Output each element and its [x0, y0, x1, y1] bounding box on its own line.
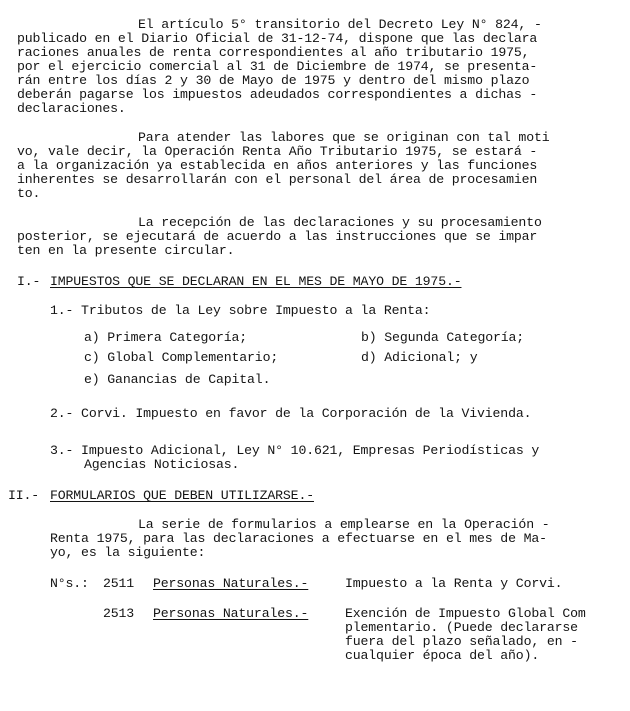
sub-item: c) Global Complementario;: [84, 350, 279, 365]
text-line: to.: [17, 186, 41, 201]
text-line: posterior, se ejecutará de acuerdo a las instrucciones que se impar: [17, 229, 538, 244]
form-number: 2513: [103, 606, 135, 621]
text-line: por el ejercicio comercial al 31 de Diciembre de 1974, se presenta-: [17, 59, 538, 74]
text-line: ten en la presente circular.: [17, 243, 235, 258]
text-line: deberán pagarse los impuestos adeudados correspondientes a dichas -: [17, 87, 538, 102]
list-item: 3.- Impuesto Adicional, Ley N° 10.621, Empresas Periodísticas y: [50, 443, 540, 458]
form-number: 2511: [103, 576, 135, 591]
form-description: plementario. (Puede declararse: [345, 620, 578, 635]
forms-prefix: N°s.:: [50, 576, 89, 591]
section-title: FORMULARIOS QUE DEBEN UTILIZARSE.-: [50, 488, 314, 503]
list-item: Agencias Noticiosas.: [84, 457, 240, 472]
section-number: I.-: [17, 274, 41, 289]
text-line: yo, es la siguiente:: [50, 545, 206, 560]
list-item: 2.- Corvi. Impuesto en favor de la Corporación de la Vivienda.: [50, 406, 532, 421]
section-number: II.-: [8, 488, 40, 503]
list-item: 1.- Tributos de la Ley sobre Impuesto a la Renta:: [50, 303, 431, 318]
text-line: vo, vale decir, la Operación Renta Año Tributario 1975, se estará -: [17, 144, 538, 159]
text-line: La serie de formularios a emplearse en la Operación -: [138, 517, 550, 532]
section-title: IMPUESTOS QUE SE DECLARAN EN EL MES DE MAYO DE 1975.-: [50, 274, 462, 289]
form-description: fuera del plazo señalado, en -: [345, 634, 578, 649]
text-line: Para atender las labores que se originan con tal moti: [138, 130, 550, 145]
text-line: declaraciones.: [17, 101, 126, 116]
form-name: Personas Naturales.-: [153, 606, 309, 621]
text-line: La recepción de las declaraciones y su procesamiento: [138, 215, 542, 230]
form-name: Personas Naturales.-: [153, 576, 309, 591]
text-line: publicado en el Diario Oficial de 31-12-74, dispone que las declara: [17, 31, 538, 46]
text-line: a la organización ya establecida en años anteriores y las funciones: [17, 158, 538, 173]
form-description: Exención de Impuesto Global Com: [345, 606, 586, 621]
text-line: rán entre los días 2 y 30 de Mayo de 1975 y dentro del mismo plazo: [17, 73, 530, 88]
sub-item: b) Segunda Categoría;: [361, 330, 525, 345]
text-line: El artículo 5° transitorio del Decreto Ley N° 824, -: [138, 17, 542, 32]
sub-item: d) Adicional; y: [361, 350, 478, 365]
form-description: cualquier época del año).: [345, 648, 540, 663]
text-line: raciones anuales de renta correspondientes al año tributario 1975,: [17, 45, 530, 60]
sub-item: a) Primera Categoría;: [84, 330, 248, 345]
text-line: inherentes se desarrollarán con el personal del área de procesamien: [17, 172, 538, 187]
text-line: Renta 1975, para las declaraciones a efectuarse en el mes de Ma-: [50, 531, 547, 546]
sub-item: e) Ganancias de Capital.: [84, 372, 271, 387]
form-description: Impuesto a la Renta y Corvi.: [345, 576, 563, 591]
